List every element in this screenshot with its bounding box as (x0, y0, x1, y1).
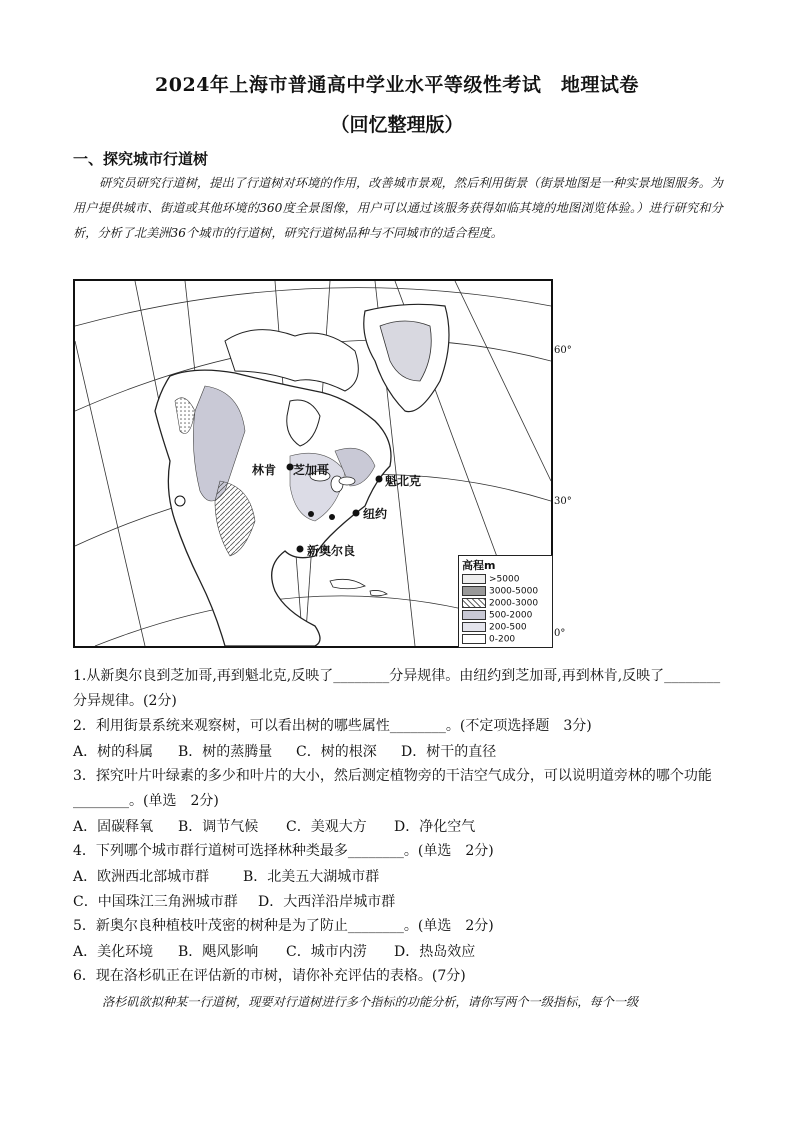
option-b: B．飓风影响 (178, 944, 259, 960)
question-2-options (73, 741, 496, 761)
city-label-lincoln: 林肯 (252, 463, 277, 477)
question-3-options (73, 816, 475, 836)
option-a: A．美化环境 (73, 944, 154, 960)
question-3b: ________。(单选 2分) (73, 793, 219, 809)
lat-label-60: 60° (554, 345, 572, 356)
option-b: B．北美五大湖城市群 (243, 869, 380, 885)
option-c: C．中国珠江三角洲城市群 (73, 894, 238, 910)
question-4-options-row1 (73, 866, 379, 886)
section-intro: 研究员研究行道树，提出了行道树对环境的作用，改善城市景观，然后利用街景（街景地图是一种实景地图服务。为用户提供城市、街道或其他环境的360度全景图像，用户可以通过该服务获得如临其境的地图浏览体验。）进行研究和分析，分析了北美洲36个城市的行道树，研究行道树品种与不同城市的适合程度。 (73, 176, 723, 240)
option-a: A．欧洲西北部城市群 (73, 869, 210, 885)
option-a: A．固碳释氧 (73, 819, 154, 835)
option-d: D．树干的直径 (401, 744, 497, 760)
option-d: D．大西洋沿岸城市群 (258, 894, 396, 910)
map-legend (458, 555, 553, 648)
question-4: 4．下列哪个城市群行道树可选择林种类最多________。(单选 2分) (73, 843, 494, 859)
legend-item: 3000-5000 (462, 586, 538, 598)
legend-item: >5000 (462, 574, 538, 586)
exam-subtitle: （回忆整理版） (330, 114, 464, 136)
option-d: D．热岛效应 (394, 944, 476, 960)
city-label-neworleans: 新奥尔良 (307, 544, 356, 558)
question-6-intro: 洛杉矶欲拟种某一行道树，现要对行道树进行多个指标的功能分析，请你写两个一级指标，每个一级 (102, 995, 639, 1009)
option-d: D．净化空气 (394, 819, 476, 835)
legend-item: 200-500 (462, 622, 538, 634)
legend-item: 2000-3000 (462, 598, 538, 610)
question-5-options (73, 941, 475, 961)
legend-item: 500-2000 (462, 610, 538, 622)
section-title: 一、探究城市行道树 (73, 150, 209, 168)
question-1b: 分异规律。(2分) (73, 693, 177, 709)
exam-title: 2024年上海市普通高中学业水平等级性考试 地理试卷 (155, 74, 639, 96)
question-2: 2．利用街景系统来观察树，可以看出树的哪些属性________。(不定项选择题 3分) (73, 718, 592, 734)
option-c: C．树的根深 (296, 744, 377, 760)
city-label-newyork: 纽约 (363, 507, 388, 521)
option-b: B．调节气候 (178, 819, 259, 835)
option-c: C．城市内涝 (286, 944, 367, 960)
map-frame (73, 279, 553, 648)
option-c: C．美观大方 (286, 819, 367, 835)
legend-item: 0-200 (462, 634, 538, 646)
legend-title: 高程m (462, 559, 496, 572)
question-1a: 1.从新奥尔良到芝加哥,再到魁北克,反映了________分异规律。由纽约到芝加哥,再到林肯,反映了________ (73, 668, 721, 684)
question-6: 6．现在洛杉矶正在评估新的市树，请你补充评估的表格。(7分) (73, 968, 466, 984)
question-4-options-row2 (73, 891, 395, 911)
option-b: B．树的蒸腾量 (178, 744, 273, 760)
question-3a: 3．探究叶片叶绿素的多少和叶片的大小，然后测定植物旁的干洁空气成分，可以说明道旁林的哪个功能 (73, 768, 712, 784)
city-label-quebec: 魁北克 (385, 474, 422, 488)
lat-label-30: 30° (554, 496, 572, 507)
city-label-chicago: 芝加哥 (293, 463, 330, 477)
question-5: 5．新奥尔良种植枝叶茂密的树种是为了防止________。(单选 2分) (73, 918, 494, 934)
north-america-map (73, 279, 577, 648)
lat-label-0: 0° (554, 628, 566, 639)
option-a: A．树的科属 (73, 744, 154, 760)
